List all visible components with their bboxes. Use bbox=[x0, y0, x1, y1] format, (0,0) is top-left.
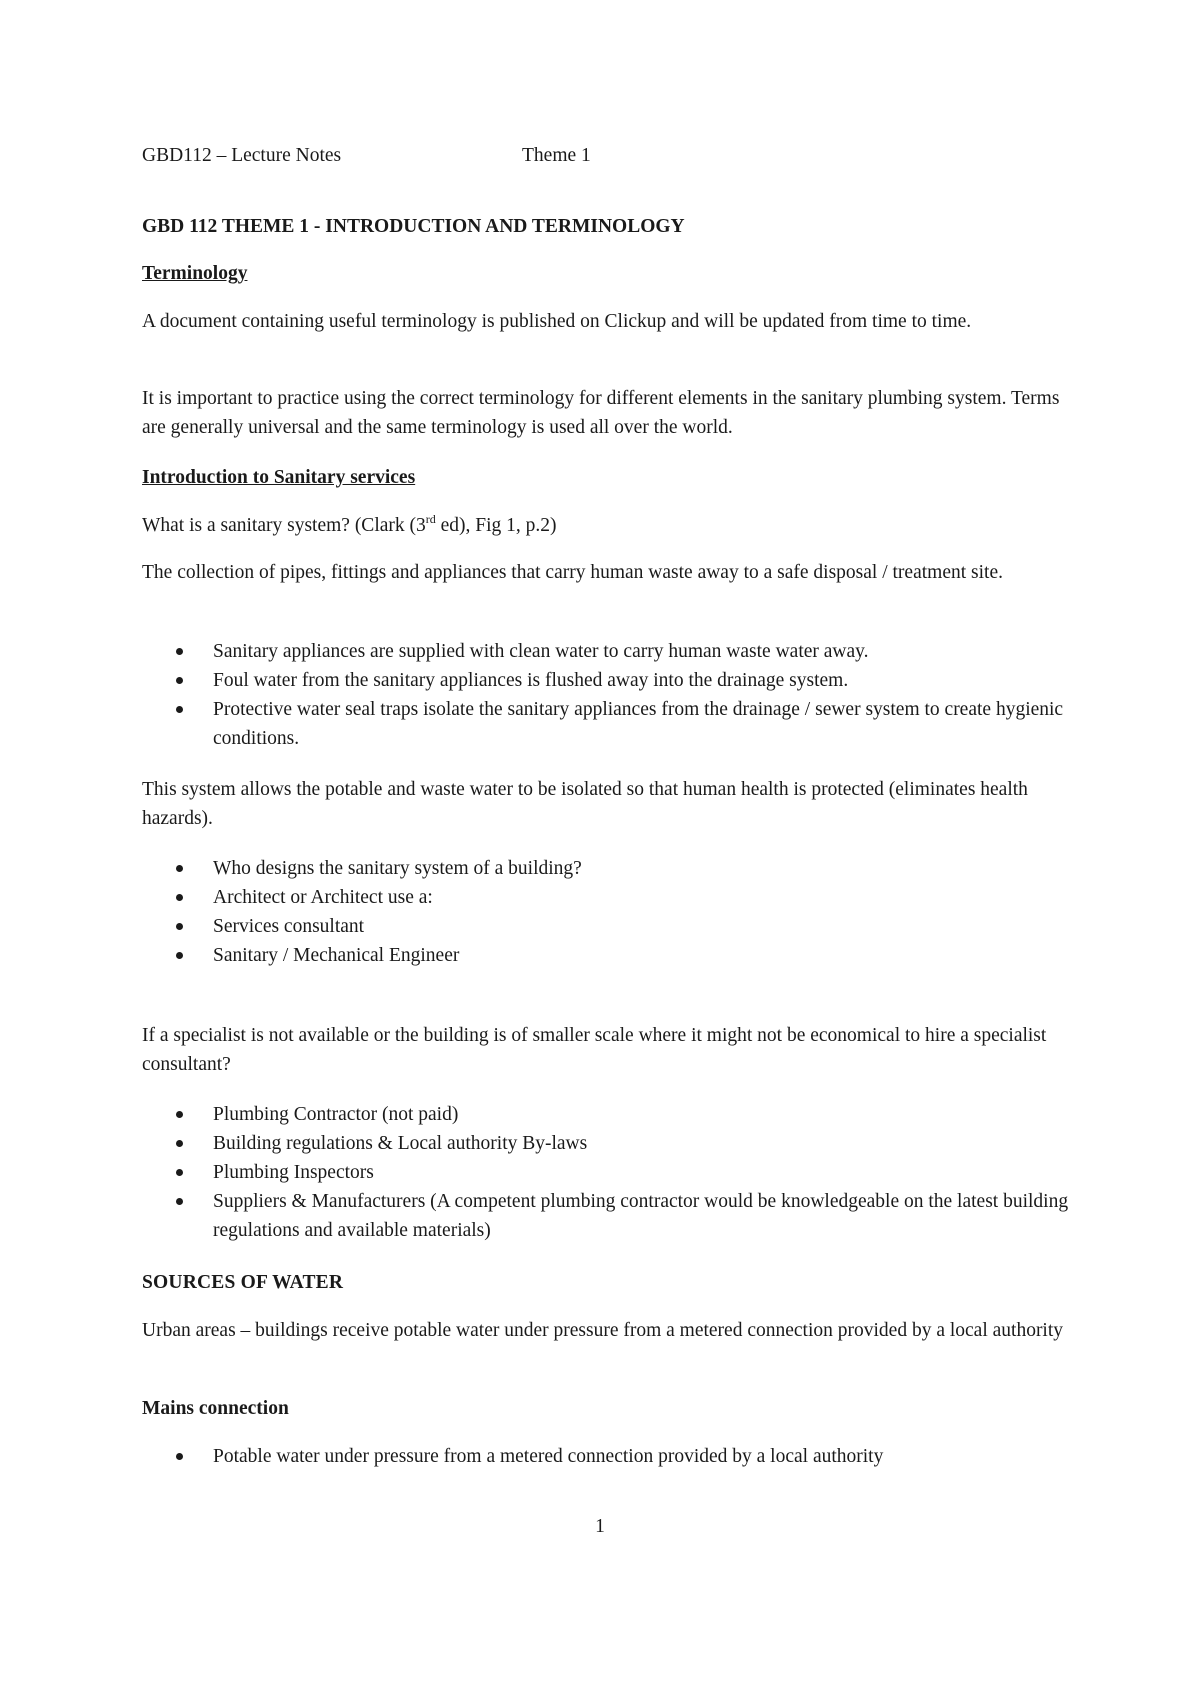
list-item: Foul water from the sanitary appliances is flushed away into the drainage system. bbox=[142, 666, 1072, 695]
bullet-icon bbox=[176, 1169, 183, 1176]
list-item: Potable water under pressure from a metered connection provided by a local authority bbox=[142, 1442, 1072, 1471]
sanitary-heading: Introduction to Sanitary services bbox=[142, 467, 416, 488]
question-text-before: What is a sanitary system? (Clark (3 bbox=[142, 515, 426, 536]
list-item: Who designs the sanitary system of a building? bbox=[142, 854, 1072, 883]
bullet-icon bbox=[176, 1140, 183, 1147]
question-text-after: ed), Fig 1, p.2) bbox=[435, 515, 557, 536]
mains-connection-heading: Mains connection bbox=[142, 1398, 289, 1419]
bullet-icon bbox=[176, 1111, 183, 1118]
bullet-icon bbox=[176, 1198, 183, 1205]
list-item: Protective water seal traps isolate the sanitary appliances from the drainage / sewer system to create hygienic conditions. bbox=[142, 695, 1072, 753]
isolation-paragraph: This system allows the potable and waste water to be isolated so that human health is protected (eliminates health hazards). bbox=[142, 779, 1028, 829]
list-item: Plumbing Inspectors bbox=[142, 1158, 1072, 1187]
header-course: GBD112 – Lecture Notes bbox=[142, 145, 342, 166]
page-number: 1 bbox=[595, 1516, 605, 1537]
terminology-paragraph-1: A document containing useful terminology is published on Clickup and will be updated from time to time. bbox=[142, 311, 972, 332]
list-item: Sanitary / Mechanical Engineer bbox=[142, 941, 1072, 970]
sanitary-question bbox=[142, 511, 1072, 540]
bullet-icon bbox=[176, 677, 183, 684]
urban-paragraph: Urban areas – buildings receive potable water under pressure from a metered connection provided by a local authority bbox=[142, 1320, 1064, 1341]
mains-bullet-list bbox=[142, 1442, 1072, 1471]
bullet-icon bbox=[176, 706, 183, 713]
header-theme: Theme 1 bbox=[522, 145, 591, 166]
bullet-icon bbox=[176, 1453, 183, 1460]
list-item: Architect or Architect use a: bbox=[142, 883, 1072, 912]
sanitary-bullet-list-2 bbox=[142, 854, 1072, 970]
terminology-paragraph-2: It is important to practice using the correct terminology for different elements in the sanitary plumbing system. Terms are generally universal and the same terminology is used all over the world. bbox=[142, 388, 1060, 438]
sanitary-definition: The collection of pipes, fittings and appliances that carry human waste away to a safe disposal / treatment site. bbox=[142, 562, 1003, 583]
list-item: Suppliers & Manufacturers (A competent plumbing contractor would be knowledgeable on the latest building regulations and available materials) bbox=[142, 1187, 1072, 1245]
terminology-heading: Terminology bbox=[142, 263, 248, 284]
list-item: Services consultant bbox=[142, 912, 1072, 941]
sanitary-bullet-list-1 bbox=[142, 637, 1072, 753]
bullet-icon bbox=[176, 952, 183, 959]
bullet-icon bbox=[176, 865, 183, 872]
list-item: Sanitary appliances are supplied with clean water to carry human waste water away. bbox=[142, 637, 1072, 666]
list-item: Building regulations & Local authority By-laws bbox=[142, 1129, 1072, 1158]
list-item: Plumbing Contractor (not paid) bbox=[142, 1100, 1072, 1129]
sources-heading: SOURCES OF WATER bbox=[142, 1272, 344, 1293]
specialist-paragraph: If a specialist is not available or the building is of smaller scale where it might not be economical to hire a specialist consultant? bbox=[142, 1025, 1047, 1075]
sanitary-bullet-list-3 bbox=[142, 1100, 1072, 1245]
question-superscript: rd bbox=[425, 512, 436, 526]
bullet-icon bbox=[176, 648, 183, 655]
document-title: GBD 112 THEME 1 - INTRODUCTION AND TERMINOLOGY bbox=[142, 216, 685, 237]
bullet-icon bbox=[176, 923, 183, 930]
bullet-icon bbox=[176, 894, 183, 901]
